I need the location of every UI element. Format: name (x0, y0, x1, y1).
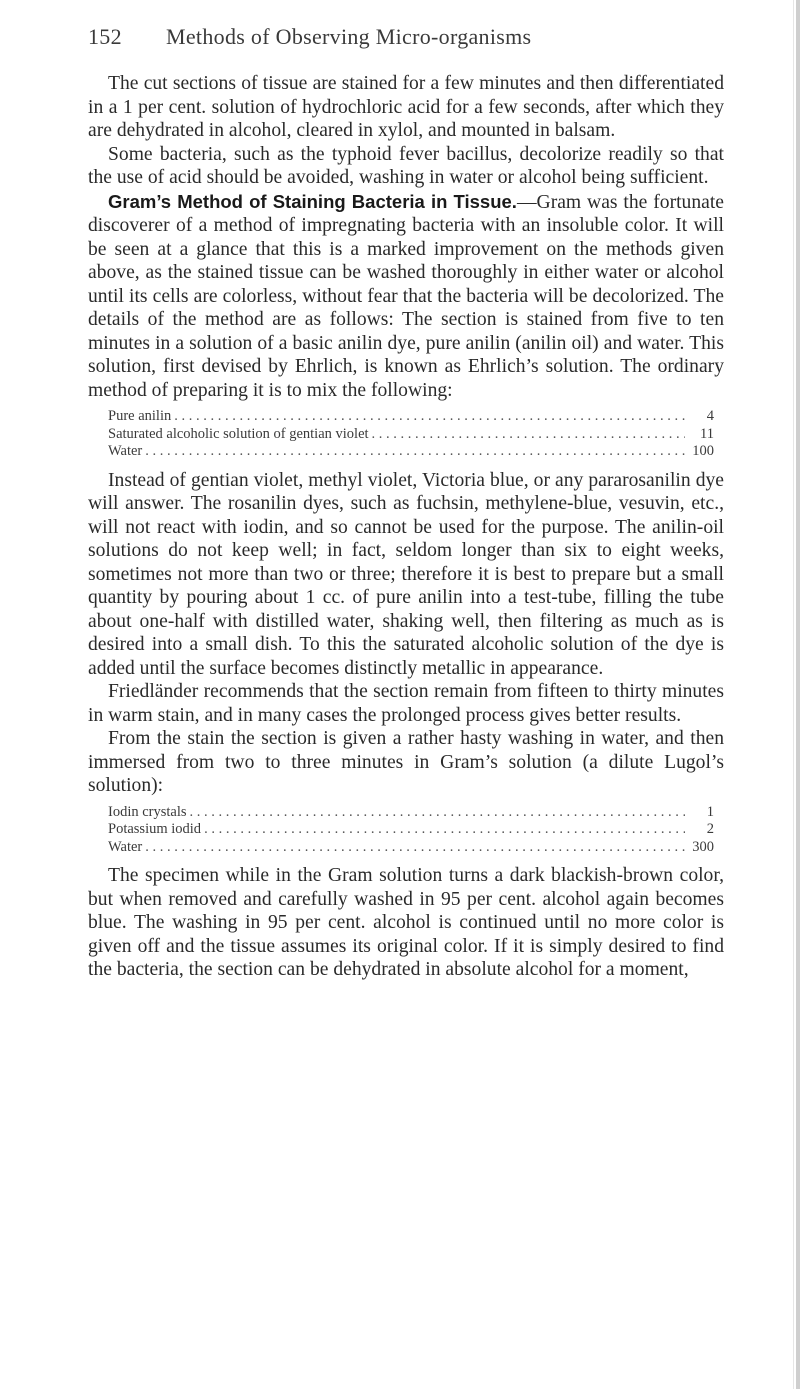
ingredient-name: Saturated alcoholic solution of gentian violet (108, 425, 369, 442)
leader-dots (204, 821, 685, 839)
paragraph: Friedländer recommends that the section remain from fifteen to thirty minutes in warm stain, and in many cases the prolonged process gives better results. (88, 681, 724, 726)
ingredient-qty: 100 (692, 443, 714, 459)
paragraph: Some bacteria, such as the typhoid fever bacillus, decolorize readily so that the use of acid should be avoided, washing in water or alcohol being sufficient. (88, 143, 724, 188)
running-title: Methods of Observing Micro-organisms (166, 24, 532, 49)
page-edge-shadow (793, 0, 794, 1389)
ingredient-name: Potassium iodid (108, 821, 202, 837)
leader-dots (174, 408, 685, 426)
gram-solution-recipe (108, 804, 714, 857)
paragraph-text: —Gram was the fortunate discoverer of a method of impregnating bacteria with an insoluble color. It will be seen at a glance that this is a marked improvement on the methods given above, as the stained tissue can be washed thoroughly in either water or alcohol until its cells are colorless, without fear that the bacteria will be decolorized. The details of the method are as follows: The section is stained from five to ten minutes in a solution of a basic anilin dye, pure anilin (anilin oil) and water. This solution, first devised by Ehrlich, is known as Ehrlich’s solution. The ordinary method of preparing it is to mix the following: (88, 191, 724, 401)
section-heading: Gram’s Method of Staining Bacteria in Tissue. (108, 190, 517, 212)
paragraph-gram-method (88, 190, 724, 403)
page-number: 152 (88, 24, 122, 49)
recipe-row (108, 821, 714, 839)
recipe-row (108, 443, 714, 461)
ingredient-qty: 1 (706, 803, 714, 820)
leader-dots (190, 804, 685, 822)
recipe-row (108, 804, 714, 822)
paragraph: The cut sections of tissue are stained for a few minutes and then differentiated in a 1 per cent. solution of hydrochloric acid for a few seconds, after which they are dehydrated in alcohol, cleared in xylol, and mounted in balsam. (88, 73, 724, 141)
recipe-row (108, 839, 714, 857)
leader-dots (372, 426, 685, 444)
leader-dots (145, 839, 685, 857)
ingredient-qty: 4 (706, 408, 714, 424)
page-body (88, 72, 724, 982)
leader-dots (145, 443, 685, 461)
ingredient-qty: 11 (700, 425, 714, 442)
recipe-row (108, 408, 714, 426)
ingredient-name: Pure anilin (108, 408, 172, 424)
ingredient-name: Water (108, 838, 143, 855)
ingredient-qty: 2 (706, 821, 714, 837)
page-edge (796, 0, 800, 1389)
ehrlich-recipe (108, 408, 714, 461)
ingredient-qty: 300 (692, 838, 714, 855)
paragraph: Instead of gentian violet, methyl violet, Victoria blue, or any pararosanilin dye will answer. The rosanilin dyes, such as fuchsin, methylene-blue, vesuvin, etc., will not react with iodin, and so cannot be used for the purpose. The anilin-oil solutions do not keep well; in fact, seldom longer than six to eight weeks, sometimes not more than two or three; therefore it is best to prepare but a small quantity by pouring about 1 cc. of pure anilin into a test-tube, filling the tube about one-half with distilled water, shaking well, then filtering as much as is desired into a small dish. To this the saturated alcoholic solution of the dye is added until the surface becomes distinctly metallic in appearance. (88, 469, 724, 679)
ingredient-name: Iodin crystals (108, 803, 187, 820)
recipe-row (108, 426, 714, 444)
paragraph: The specimen while in the Gram solution turns a dark blackish-brown color, but when removed and carefully washed in 95 per cent. alcohol again becomes blue. The washing in 95 per cent. alcohol is continued until no more color is given off and the tissue assumes its original color. If it is simply desired to find the bacteria, the section can be dehydrated in absolute alcohol for a moment, (88, 865, 724, 980)
paragraph: From the stain the section is given a rather hasty washing in water, and then immersed from two to three minutes in Gram’s solution (a dilute Lugol’s solution): (88, 728, 724, 796)
ingredient-name: Water (108, 443, 143, 459)
